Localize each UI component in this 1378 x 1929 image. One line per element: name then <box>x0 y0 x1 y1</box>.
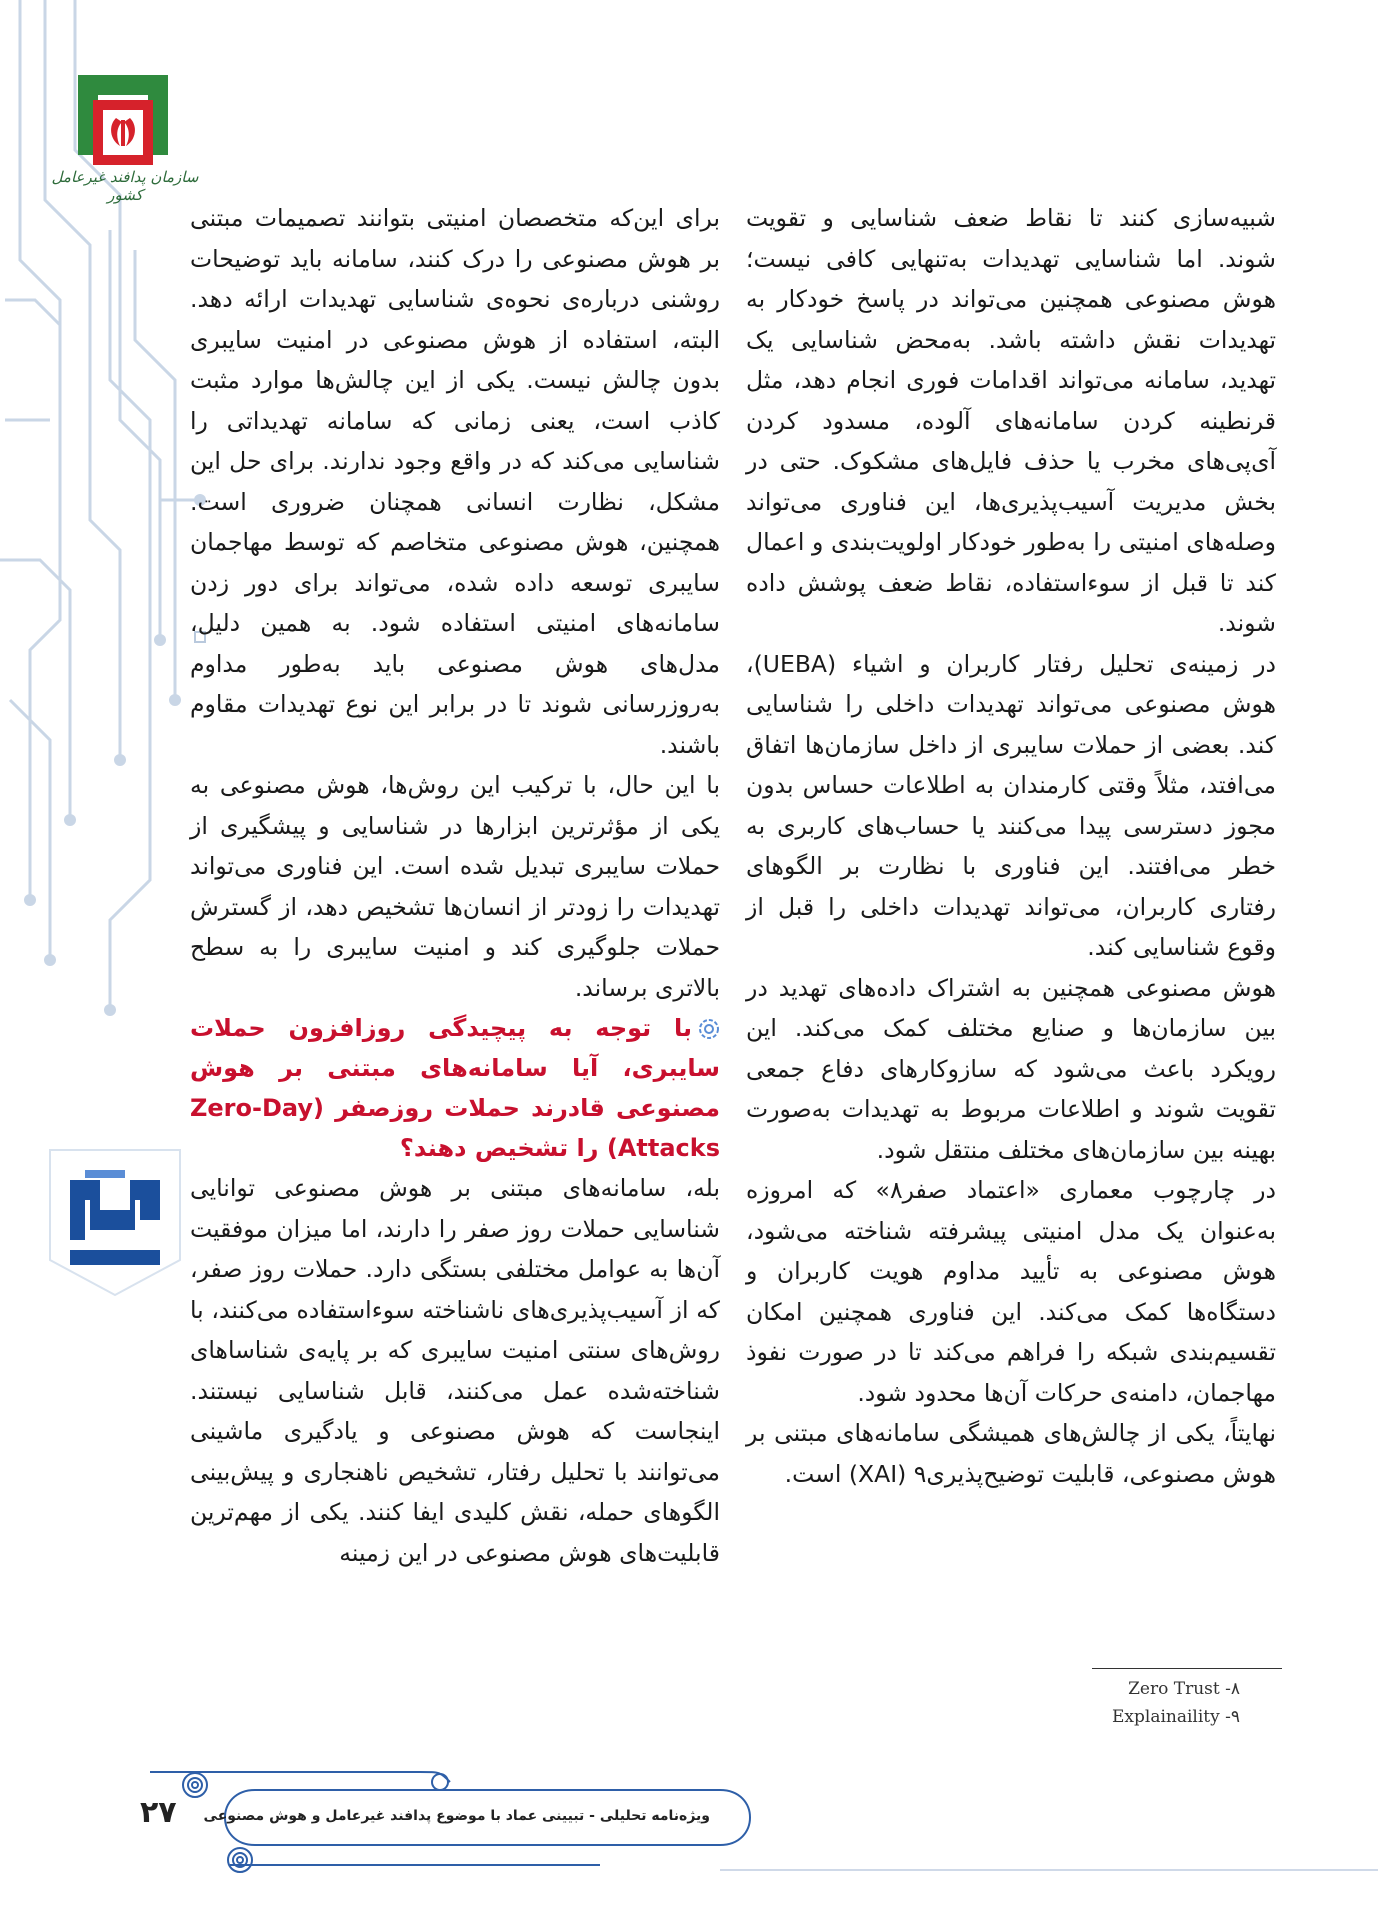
paragraph: در زمینه‌ی تحلیل رفتار کاربران و اشیاء (UEBA)، هوش مصنوعی می‌تواند تهدیدات داخلی را شناسایی کند. بعضی از حملات سایبری از داخل سازمان‌ها اتفاق می‌افتد، مثلاً وقتی کارمندان به اطلاعات حساس بدون مجوز دسترسی پیدا می‌کنند یا حساب‌های کاربری به خطر می‌افتند. این فناوری با نظارت بر الگوهای رفتاری کاربران، می‌تواند تهدیدات داخلی را قبل از وقوع شناسایی کند. <box>746 649 1276 961</box>
article-column-right <box>746 198 1276 1494</box>
question-heading <box>190 1008 720 1168</box>
footer-title: ویژه‌نامه تحلیلی - تبیینی عماد با موضوع پدافند غیرعامل و هوش مصنوعی <box>203 1808 710 1824</box>
article-column-left <box>190 198 720 1573</box>
paragraph: در چارچوب معماری «اعتماد صفر۸» که امروزه به‌عنوان یک مدل امنیتی پیشرفته شناخته می‌شود، هوش مصنوعی به تأیید مداوم هویت کاربران و دستگاه‌ها کمک می‌کند. این فناوری همچنین امکان تقسیم‌بندی شبکه را فراهم می‌کند تا در صورت نفوذ مهاجمان، دامنه‌ی حرکات آن‌ها محدود شود. <box>746 1176 1276 1407</box>
footnote: Explainaility -۹ <box>1112 1707 1240 1727</box>
paragraph: برای این‌که متخصصان امنیتی بتوانند تصمیمات مبتنی بر هوش مصنوعی را درک کنند، سامانه باید توضیحات روشنی درباره‌ی نحوه‌ی شناسایی تهدیدات ارائه دهد. البته، استفاده از هوش مصنوعی در امنیت سایبری بدون چالش نیست. یکی از این چالش‌ها موارد مثبت کاذب است، یعنی زمانی که سامانه تهدیداتی را شناسایی می‌کند که در واقع وجود ندارند. برای حل این مشکل، نظارت انسانی همچنان ضروری است. همچنین، هوش مصنوعی متخاصم که توسط مهاجمان سایبری توسعه داده شده، می‌تواند برای دور زدن سامانه‌های امنیتی استفاده شود. به همین دلیل، مدل‌های هوش مصنوعی باید به‌طور مداوم به‌روزرسانی شوند تا در برابر این نوع تهدیدات مقاوم باشند. <box>190 204 720 759</box>
paragraph: بله، سامانه‌های مبتنی بر هوش مصنوعی توانایی شناسایی حملات روز صفر را دارند، اما میزان موفقیت آن‌ها به عوامل مختلفی بستگی دارد. حملات روز صفر، که از آسیب‌پذیری‌های ناشناخته سوءاستفاده می‌کنند، با روش‌های سنتی امنیت سایبری که بر پایه‌ی شناساهای شناخته‌شده عمل می‌کنند، قابل شناسایی نیستند. اینجاست که هوش مصنوعی و یادگیری ماشینی می‌توانند با تحلیل رفتار، تشخیص ناهنجاری و پیش‌بینی الگوهای حمله، نقش کلیدی ایفا کنند. یکی از مهم‌ترین قابلیت‌های هوش مصنوعی در این زمینه <box>190 1174 720 1567</box>
paragraph: با این حال، با ترکیب این روش‌ها، هوش مصنوعی به یکی از مؤثرترین ابزارها در شناسایی و پیشگیری از حملات سایبری تبدیل شده است. این فناوری می‌تواند تهدیدات را زودتر از انسان‌ها تشخیص دهد، از گسترش حملات جلوگیری کند و امنیت سایبری را به سطح بالاتری برساند. <box>190 771 720 1002</box>
page-number: ۲۷ <box>140 1795 177 1830</box>
paragraph: نهایتاً، یکی از چالش‌های همیشگی سامانه‌های مبتنی بر هوش مصنوعی، قابلیت توضیح‌پذیری۹ (XAI) است. <box>746 1419 1276 1488</box>
footnote-divider <box>1092 1668 1282 1669</box>
emad-emblem <box>30 1130 200 1300</box>
logo-caption: سازمان پدافند غیرعامل کشور <box>51 168 199 204</box>
swirl-bullet-icon <box>698 1018 720 1040</box>
paragraph: هوش مصنوعی همچنین به اشتراک داده‌های تهدید در بین سازمان‌ها و صنایع مختلف کمک می‌کند. این رویکرد باعث می‌شود که سازوکارهای دفاع جمعی تقویت شوند و اطلاعات مربوط به تهدیدات به‌صورت بهینه بین سازمان‌های مختلف منتقل شود. <box>746 973 1276 1164</box>
question-heading-text: با توجه به پیچیدگی روزافزون حملات سایبری، آیا سامانه‌های مبتنی بر هوش مصنوعی قادرند حملات روزصفر (Zero-Day Attacks) را تشخیص دهند؟ <box>190 1014 720 1162</box>
footnotes <box>1040 1675 1240 1731</box>
footnote: Zero Trust -۸ <box>1128 1679 1240 1699</box>
paragraph: شبیه‌سازی کنند تا نقاط ضعف شناسایی و تقویت شوند. اما شناسایی تهدیدات به‌تنهایی کافی نیست؛ هوش مصنوعی همچنین می‌تواند در پاسخ خودکار به تهدیدات نقش داشته باشد. به‌محض شناسایی یک تهدید، سامانه می‌تواند اقدامات فوری انجام دهد، مثل قرنطینه کردن سامانه‌های آلوده، مسدود کردن آی‌پی‌های مخرب یا حذف فایل‌های مشکوک. حتی در بخش مدیریت آسیب‌پذیری‌ها، این فناوری می‌تواند وصله‌های امنیتی را به‌طور خودکار اولویت‌بندی و اعمال کند تا قبل از سوءاستفاده، نقاط ضعف پوشش داده شوند. <box>746 204 1276 637</box>
